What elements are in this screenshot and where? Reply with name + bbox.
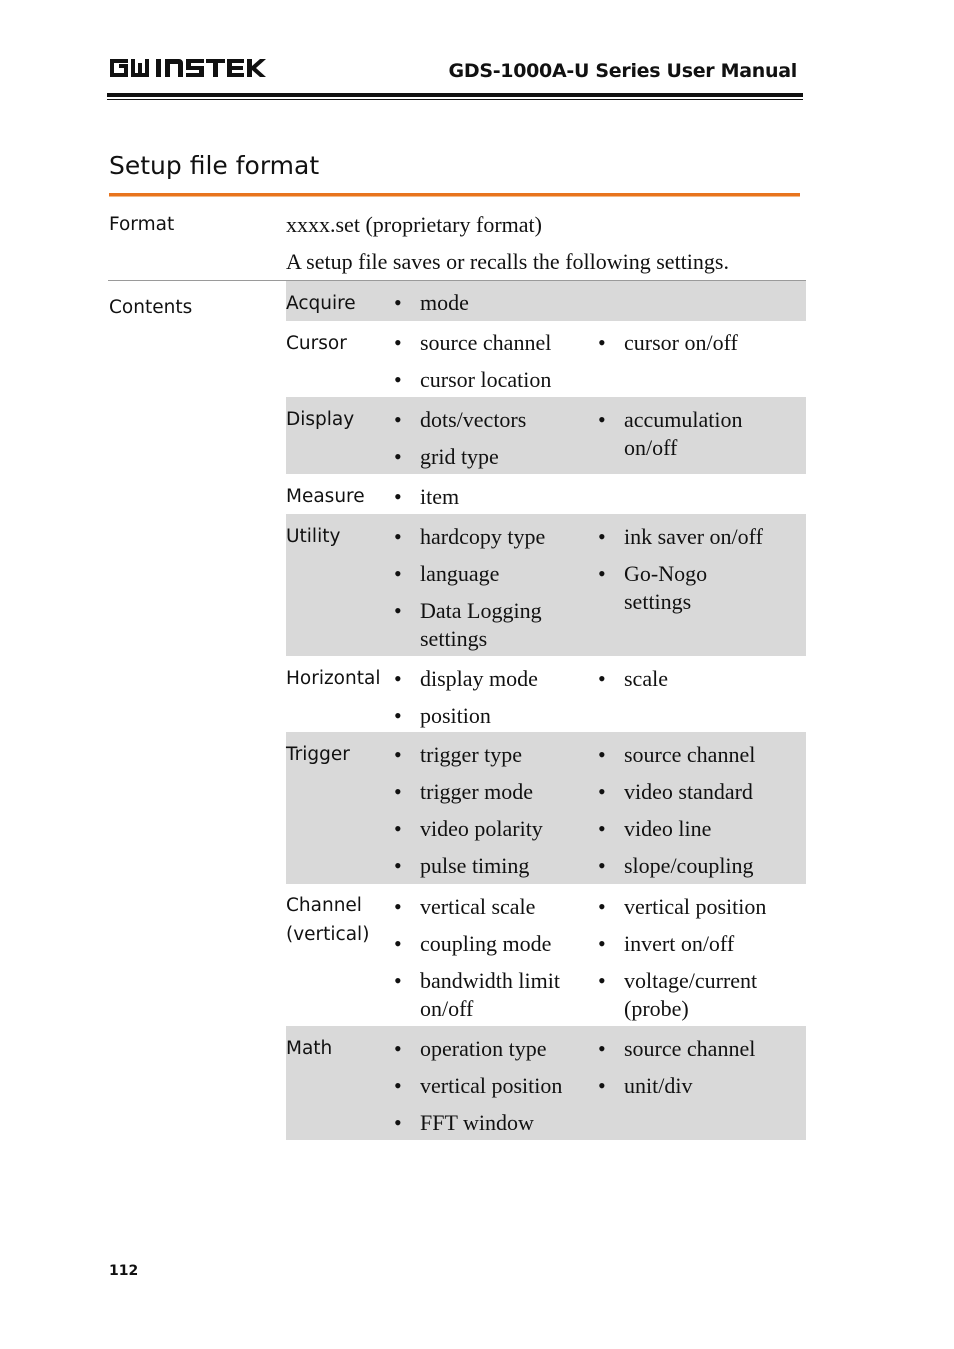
section-title: Setup file format: [109, 151, 320, 180]
table-row: [286, 1026, 806, 1140]
list-item: • video line: [624, 815, 711, 843]
list-item: • unit/div: [624, 1072, 692, 1100]
category-label: Acquire: [286, 293, 356, 314]
list-item: • ink saver on/off: [624, 523, 763, 551]
list-item: • coupling mode: [420, 930, 551, 958]
list-item: • cursor on/off: [624, 329, 738, 357]
list-item: • vertical position: [624, 893, 766, 921]
list-item: • pulse timing: [420, 852, 529, 880]
format-description: A setup file saves or recalls the following settings.: [286, 249, 729, 274]
category-label: Trigger: [286, 744, 350, 765]
page-number: 112: [109, 1263, 139, 1279]
brand-logo: [108, 55, 278, 81]
list-item: • slope/coupling: [624, 852, 754, 880]
table-row: [286, 474, 806, 514]
list-item: • vertical position: [420, 1072, 562, 1100]
list-item: • voltage/current (probe): [624, 967, 799, 1023]
list-item: • operation type: [420, 1035, 546, 1063]
list-item: • accumulation on/off: [624, 406, 794, 462]
category-label: Measure: [286, 486, 365, 507]
list-item: • position: [420, 702, 491, 730]
list-item: • source channel: [624, 741, 755, 769]
table-row: [286, 656, 806, 732]
list-item: • source channel: [624, 1035, 755, 1063]
list-item: • display mode: [420, 665, 538, 693]
list-item: • dots/vectors: [420, 406, 526, 434]
manual-title: GDS-1000A-U Series User Manual: [448, 60, 797, 82]
list-item: • grid type: [420, 443, 499, 471]
list-item: • trigger mode: [420, 778, 533, 806]
list-item: • video standard: [624, 778, 753, 806]
header-rule: [107, 93, 803, 97]
format-label: Format: [109, 214, 175, 235]
category-label: Math: [286, 1038, 333, 1059]
list-item: • bandwidth limit on/off: [420, 967, 600, 1023]
list-item: • source channel: [420, 329, 551, 357]
list-item: • language: [420, 560, 499, 588]
contents-label: Contents: [109, 297, 193, 318]
list-item: • hardcopy type: [420, 523, 545, 551]
list-item: • vertical scale: [420, 893, 535, 921]
header-rule-thin: [107, 99, 803, 100]
category-label: Cursor: [286, 333, 347, 354]
list-item: • mode: [420, 289, 469, 317]
list-item: • FFT window: [420, 1109, 534, 1137]
table-row: [286, 321, 806, 397]
list-item: • item: [420, 483, 459, 511]
table-row: [286, 281, 806, 321]
category-label: Horizontal: [286, 668, 381, 689]
table-row: [286, 732, 806, 884]
category-label: Display: [286, 409, 355, 430]
list-item: • trigger type: [420, 741, 522, 769]
list-item: • Data Logging settings: [420, 597, 590, 653]
list-item: • Go-Nogo settings: [624, 560, 754, 616]
list-item: • scale: [624, 665, 668, 693]
format-value: xxxx.set (proprietary format): [286, 212, 542, 237]
list-item: • video polarity: [420, 815, 543, 843]
category-label: Channel (vertical): [286, 895, 370, 945]
category-label: Utility: [286, 526, 341, 547]
table-row: [286, 514, 806, 656]
list-item: • invert on/off: [624, 930, 734, 958]
table-row: [286, 397, 806, 474]
list-item: • cursor location: [420, 366, 551, 394]
table-row: [286, 884, 806, 1026]
section-rule-shadow: [109, 196, 800, 197]
